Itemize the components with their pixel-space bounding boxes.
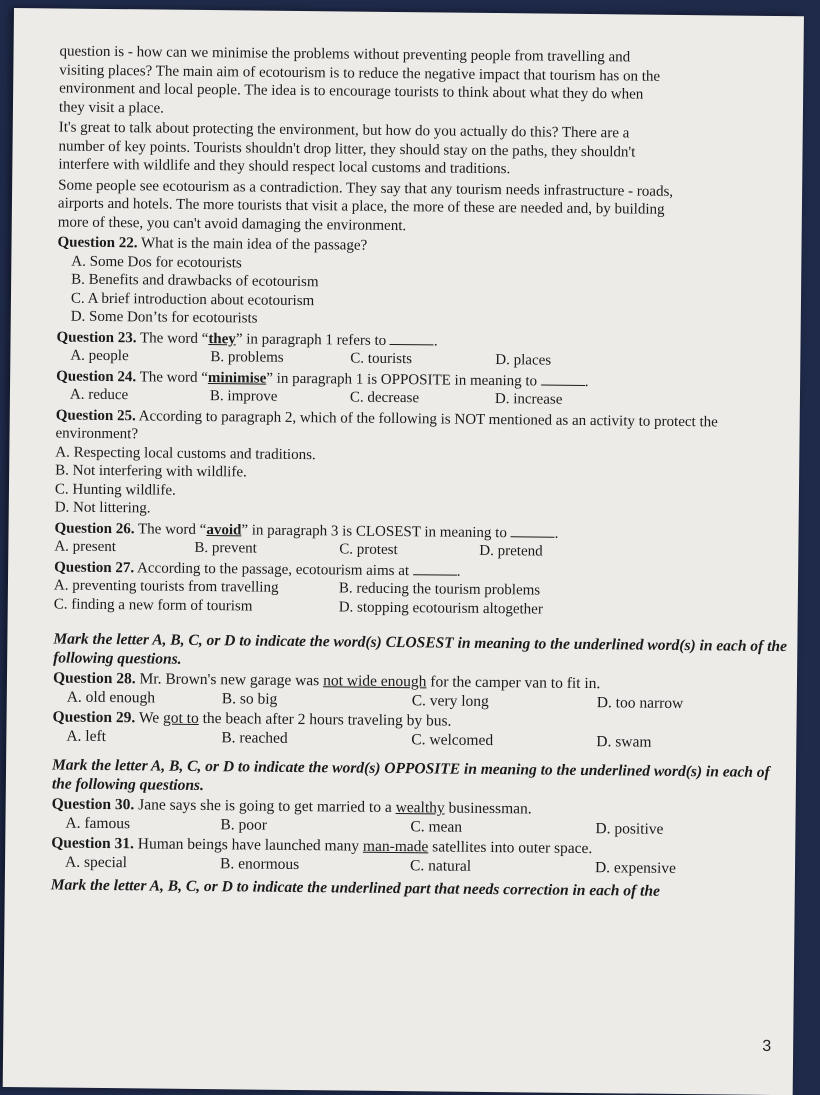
option-d[interactable]: D. too narrow	[596, 693, 684, 712]
passage-line: interfere with wildlife and they should respect local customs and traditions.	[58, 156, 511, 178]
option-a[interactable]: A. Respecting local customs and traditions.	[55, 443, 316, 463]
question-label: Question 30.	[51, 795, 135, 814]
question-label: Question 27.	[54, 558, 135, 576]
question-text: The word “	[137, 520, 207, 538]
question-label: Question 31.	[51, 834, 135, 853]
question-text: What is the main idea of the passage?	[140, 235, 368, 254]
question-text: satellites into outer space.	[428, 838, 593, 858]
passage-line: more of these, you can't avoid damaging the environment.	[57, 213, 407, 234]
option-b[interactable]: B. improve	[209, 388, 278, 405]
passage-line: It's great to talk about protecting the environment, but how do you actually do this? There are a	[58, 119, 630, 142]
question-text: ” in paragraph 1 is OPPOSITE in meaning to	[266, 370, 538, 389]
option-c[interactable]: C. protest	[339, 541, 398, 559]
answer-blank	[390, 331, 434, 344]
worksheet-content	[51, 42, 800, 902]
question-28	[53, 669, 793, 714]
question-30	[51, 795, 791, 840]
question-text: We	[138, 709, 164, 727]
option-a[interactable]: A. Some Dos for ecotourists	[71, 253, 242, 271]
option-b[interactable]: B. Benefits and drawbacks of ecotourism	[71, 271, 319, 291]
question-label: Question 22.	[57, 234, 138, 252]
question-text: The word “	[139, 329, 209, 347]
target-word: they	[208, 330, 236, 347]
option-b[interactable]: B. reducing the tourism problems	[338, 580, 541, 599]
passage-line: they visit a place.	[58, 98, 165, 117]
question-text: According to the passage, ecotourism aims at	[137, 559, 410, 579]
option-b[interactable]: B. reached	[221, 728, 288, 747]
passage-line: question is - how can we minimise the problems without preventing people from travelling and	[59, 43, 631, 66]
passage-line: airports and hotels. The more tourists that visit a place, the more of these are needed and, by building	[57, 195, 665, 218]
option-c[interactable]: C. A brief introduction about ecotourism	[70, 290, 315, 309]
option-c[interactable]: C. Hunting wildlife.	[54, 480, 176, 499]
option-d[interactable]: D. pretend	[479, 542, 543, 560]
section-instruction: Mark the letter A, B, C, or D to indicate the word(s) CLOSEST in meaning to the underlined word(s) in each of the following questions.	[53, 630, 788, 668]
question-text: the beach after 2 hours traveling by bus.	[198, 709, 452, 730]
section-instruction: Mark the letter A, B, C, or D to indicate the underlined part that needs correction in each of the	[50, 876, 660, 900]
option-c[interactable]: C. tourists	[350, 350, 413, 368]
passage-paragraph-2	[58, 118, 799, 181]
target-word: avoid	[206, 521, 242, 538]
option-d[interactable]: D. Not littering.	[54, 499, 151, 517]
option-a[interactable]: A. famous	[65, 814, 131, 832]
answer-blank	[413, 562, 457, 575]
option-c[interactable]: C. decrease	[349, 389, 420, 407]
option-c[interactable]: C. welcomed	[411, 730, 494, 749]
option-b[interactable]: B. problems	[210, 349, 284, 366]
section-instruction: Mark the letter A, B, C, or D to indicate the word(s) OPPOSITE in meaning to the underlined word(s) in each of the following questions.	[51, 756, 770, 795]
question-text: Human beings have launched many	[137, 835, 364, 855]
underlined-phrase: man-made	[362, 837, 429, 856]
passage-paragraph-1	[59, 42, 800, 124]
underlined-phrase: got to	[162, 709, 199, 727]
question-text: Jane says she is going to get married to a	[138, 796, 396, 817]
option-a[interactable]: A. people	[70, 347, 129, 365]
passage-line: visiting places? The main aim of ecotourism is to reduce the negative impact that tourism has on the	[59, 61, 661, 85]
option-d[interactable]: D. expensive	[594, 858, 677, 877]
worksheet-page	[3, 8, 804, 1095]
option-c[interactable]: C. finding a new form of tourism	[53, 595, 253, 615]
question-26: Question 26. The word “avoid” in paragraph 3 is CLOSEST in meaning to . A. present B. prevent C. protest D. pretend	[54, 519, 794, 564]
option-b[interactable]: B. enormous	[219, 854, 300, 873]
question-text: Mr. Brown's new garage was	[139, 670, 324, 690]
question-label: Question 28.	[52, 669, 136, 688]
option-a[interactable]: A. preventing tourists from travelling	[53, 577, 279, 596]
answer-blank	[511, 524, 555, 537]
question-text: ” in paragraph 3 is CLOSEST in meaning to	[241, 521, 507, 541]
passage-line: environment and local people. The idea is to encourage tourists to think about what they do when	[59, 80, 644, 103]
option-b[interactable]: B. prevent	[194, 539, 257, 557]
option-a[interactable]: A. reduce	[69, 386, 129, 404]
question-label: Question 23.	[56, 328, 137, 346]
option-a[interactable]: A. special	[64, 853, 128, 871]
page-number: 3	[762, 1037, 772, 1055]
question-label: Question 25.	[55, 406, 136, 424]
question-text: According to paragraph 2, which of the following is NOT mentioned as an activity to protect the environment?	[55, 407, 718, 443]
option-a[interactable]: A. old enough	[66, 688, 156, 707]
question-31	[51, 834, 791, 879]
option-d[interactable]: D. stopping ecotourism altogether	[338, 598, 543, 618]
question-24: Question 24. The word “minimise” in paragraph 1 is OPPOSITE in meaning to . A. reduce B. improve C. decrease D. increase	[56, 367, 796, 412]
option-d[interactable]: D. positive	[595, 819, 664, 838]
passage-line: number of key points. Tourists shouldn't drop litter, they should stay on the paths, they shouldn't	[58, 137, 636, 161]
question-22	[57, 233, 798, 333]
option-b[interactable]: B. poor	[220, 815, 268, 834]
option-a[interactable]: A. present	[54, 538, 117, 556]
option-d[interactable]: D. places	[495, 352, 552, 369]
option-c[interactable]: C. natural	[409, 856, 472, 875]
question-text: ” in paragraph 1 refers to	[235, 330, 387, 349]
question-label: Question 24.	[56, 367, 137, 385]
option-a[interactable]: A. left	[66, 727, 107, 745]
question-29	[52, 708, 792, 753]
option-c[interactable]: C. very long	[411, 691, 489, 710]
answer-blank	[541, 372, 585, 385]
option-b[interactable]: B. so big	[221, 689, 278, 708]
option-b[interactable]: B. Not interfering with wildlife.	[55, 462, 247, 481]
question-25	[55, 406, 796, 525]
option-d[interactable]: D. increase	[494, 391, 563, 408]
option-d[interactable]: D. Some Don’ts for ecotourists	[70, 308, 258, 327]
underlined-phrase: not wide enough	[323, 672, 427, 691]
question-text: for the camper van to fit in.	[426, 673, 601, 693]
option-d[interactable]: D. swam	[596, 732, 652, 751]
target-word: minimise	[207, 369, 267, 387]
question-text: The word “	[139, 368, 209, 386]
question-27: Question 27. According to the passage, ecotourism aims at . A. preventing tourists from travelling B. reducing the tourism problems C. finding a new form of tourism D. stopping ecotourism altogether	[54, 558, 795, 621]
underlined-phrase: wealthy	[395, 799, 445, 817]
question-label: Question 26.	[54, 519, 135, 537]
passage-line: Some people see ecotourism as a contradiction. They say that any tourism needs infrastructure - roads,	[58, 176, 674, 200]
option-c[interactable]: C. mean	[410, 817, 463, 836]
question-23: Question 23. The word “they” in paragraph 1 refers to . A. people B. problems C. tourists D. places	[56, 328, 796, 373]
question-text: businessman.	[444, 799, 532, 818]
question-label: Question 29.	[52, 708, 136, 727]
passage-paragraph-3	[58, 176, 799, 239]
